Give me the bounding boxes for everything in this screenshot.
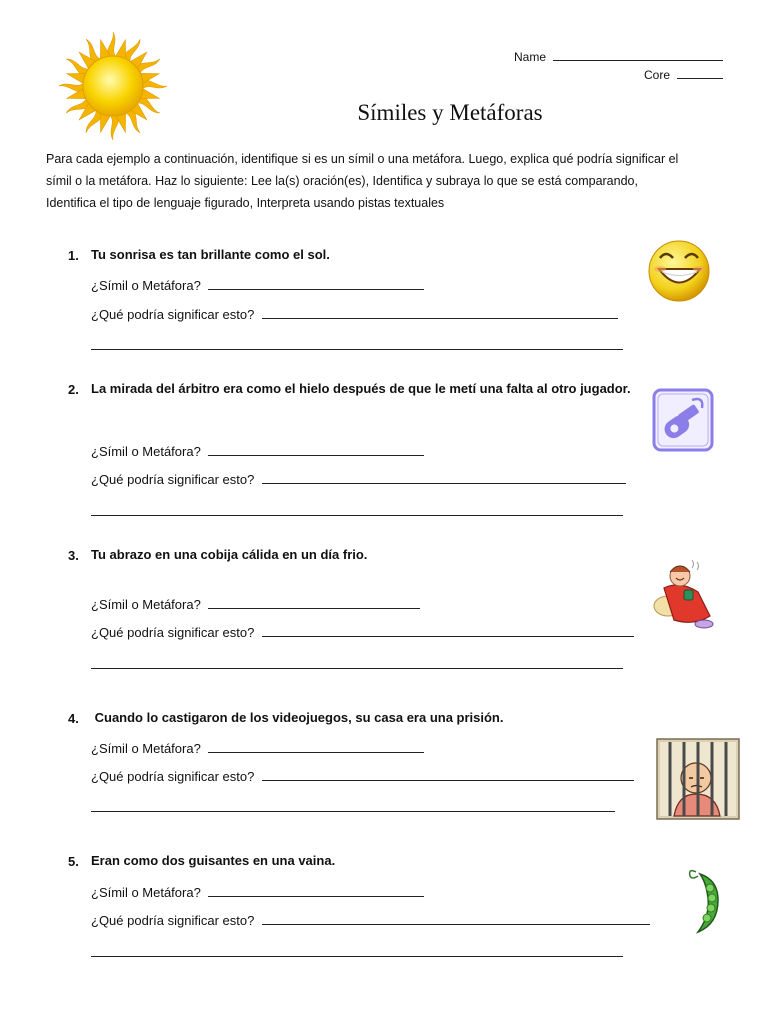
name-field[interactable] xyxy=(514,48,723,64)
simile-metaphor-row[interactable] xyxy=(91,443,424,459)
instructions: Para cada ejemplo a continuación, identifique si es un símil o una metáfora. Luego, explica qué podría significar el símil o la metáfora. Haz lo siguiente: Lee la(s) oración(es), Identifica y subraya lo que se está comparando, Identifica el tipo de lenguaje figurado, Interpreta usando pistas textuales xyxy=(46,152,679,210)
simile-metaphor-blank[interactable] xyxy=(208,740,424,753)
answer-line[interactable] xyxy=(91,348,623,350)
page-title: Símiles y Metáforas xyxy=(357,100,543,125)
core-blank[interactable] xyxy=(677,66,723,79)
peapod-icon xyxy=(684,866,726,936)
simile-metaphor-label: ¿Símil o Metáfora? xyxy=(91,278,201,293)
meaning-row[interactable] xyxy=(91,912,650,928)
question-text: Cuando lo castigaron de los videojuegos, su casa era una prisión. xyxy=(91,710,504,725)
simile-metaphor-blank[interactable] xyxy=(208,596,420,609)
smiley-face-icon xyxy=(644,234,714,304)
name-blank[interactable] xyxy=(553,48,723,61)
question-number: 5. xyxy=(68,854,79,869)
core-field[interactable] xyxy=(644,66,723,82)
question-number: 2. xyxy=(68,382,79,397)
meaning-row[interactable] xyxy=(91,768,634,784)
meaning-row[interactable] xyxy=(91,624,634,640)
answer-line[interactable] xyxy=(91,514,623,516)
question-text: Eran como dos guisantes en una vaina. xyxy=(91,853,336,868)
simile-metaphor-row[interactable] xyxy=(91,740,424,756)
question-text: Tu sonrisa es tan brillante como el sol. xyxy=(91,247,330,262)
simile-metaphor-blank[interactable] xyxy=(208,443,424,456)
meaning-label: ¿Qué podría significar esto? xyxy=(91,307,255,322)
whistle-icon xyxy=(652,388,714,452)
meaning-blank[interactable] xyxy=(262,624,634,637)
simile-metaphor-row[interactable] xyxy=(91,277,424,293)
answer-line[interactable] xyxy=(91,667,623,669)
question-number: 4. xyxy=(68,711,79,726)
name-label: Name xyxy=(514,50,547,64)
simile-metaphor-blank[interactable] xyxy=(208,277,424,290)
meaning-label: ¿Qué podría significar esto? xyxy=(91,769,255,784)
core-label: Core xyxy=(644,68,671,82)
prisoner-icon xyxy=(656,738,740,820)
simile-metaphor-label: ¿Símil o Metáfora? xyxy=(91,597,201,612)
simile-metaphor-label: ¿Símil o Metáfora? xyxy=(91,741,201,756)
simile-metaphor-row[interactable] xyxy=(91,884,424,900)
blanket-person-icon xyxy=(650,558,722,630)
meaning-row[interactable] xyxy=(91,306,618,322)
meaning-label: ¿Qué podría significar esto? xyxy=(91,913,255,928)
question-text: Tu abrazo en una cobija cálida en un día frio. xyxy=(91,547,368,562)
question-number: 3. xyxy=(68,548,79,563)
meaning-blank[interactable] xyxy=(262,306,618,319)
meaning-label: ¿Qué podría significar esto? xyxy=(91,625,255,640)
simile-metaphor-blank[interactable] xyxy=(208,884,424,897)
simile-metaphor-label: ¿Símil o Metáfora? xyxy=(91,885,201,900)
meaning-blank[interactable] xyxy=(262,912,650,925)
simile-metaphor-label: ¿Símil o Metáfora? xyxy=(91,444,201,459)
answer-line[interactable] xyxy=(91,955,623,957)
meaning-blank[interactable] xyxy=(262,768,634,781)
simile-metaphor-row[interactable] xyxy=(91,596,420,612)
meaning-row[interactable] xyxy=(91,471,626,487)
meaning-blank[interactable] xyxy=(262,471,626,484)
question-number: 1. xyxy=(68,248,79,263)
meaning-label: ¿Qué podría significar esto? xyxy=(91,472,255,487)
question-text: La mirada del árbitro era como el hielo después de que le metí una falta al otro jugador. xyxy=(91,381,631,396)
answer-line[interactable] xyxy=(91,810,615,812)
